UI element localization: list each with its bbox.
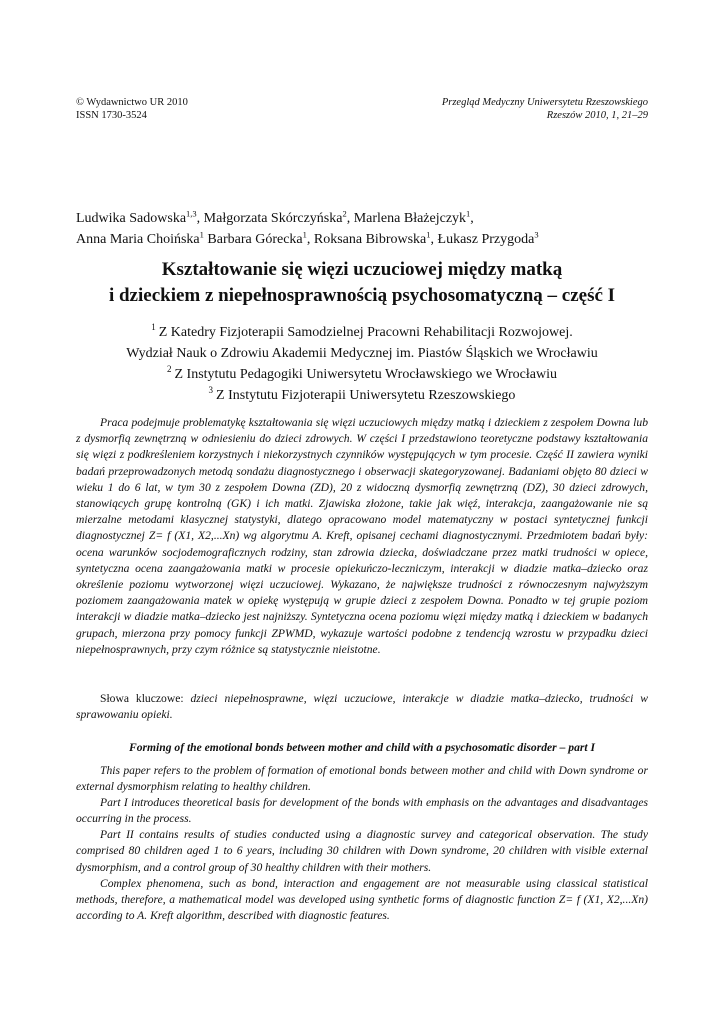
issn-line: ISSN 1730-3524: [76, 110, 147, 121]
author-line: Ludwika Sadowska$^{1,3}$, Małgorzata Skórczyńska$^2$, Marlena Błażejczyk$^1$,: [76, 208, 474, 226]
english-title: Forming of the emotional bonds between mother and child with a psychosomatic disorder – part I: [128, 741, 596, 754]
english-paragraph: Complex phenomena, such as bond, interaction and engagement are not measurable using classical statistical methods, therefore, a mathematical model was developed using synthetic forms of diagnostic function Z= f (X1, X2,...Xn) according to A. Kreft algorithm, described with diagnostic features.: [76, 876, 648, 922]
abstract-english: [76, 763, 648, 924]
paper-title: [60, 257, 664, 309]
keywords: [76, 691, 648, 723]
abstract-paragraph: Praca podejmuje problematykę kształtowania się więzi uczuciowych między matką i dzieckiem z zespołem Downa lub z dysmorfią zewnętrzną w odniesieniu do dzieci zdrowych. W części I przedstawiono teoretyczne podstawy kształtowania się więzi z podkreśleniem korzystnych i niekorzystnych czynników występujących w tym procesie. Część II zawiera wyniki badań przeprowadzonych metodą sondażu diagnostycznego i obserwacji skategoryzowanej. Badaniami objęto 80 dzieci w wieku 1 do 6 lat, w tym 30 z zespołem Downa (ZD), 20 z widoczną dysmorfią zewnętrzną (DZ), 30 dzieci zdrowych, stanowiących grupę kontrolną (GK) i ich matki. Zjawiska złożone, takie jak więź, interakcja, zaangażowanie nie są mierzalne metodami klasycznej statystyki, dlatego opracowano model matematyczny w postaci syntetycznej funkcji diagnostycznej Z= f (X1, X2,...Xn) wg algorytmu A. Kreft, opisanej cechami diagnostycznymi. Przedmiotem badań były: ocena warunków socjodemograficznych rodziny, stan zdrowia dziecka, doświadczane przez matki trudności w opiece, syntetyczna ocena zaangażowania matki w procesie opiekuńczo-leczniczym, interakcji w diadzie matka–dziecko oraz określenie poziomu wytworzonej więzi uczuciowej. Wykazano, że największe trudności z równoczesnym najwyższym poziomem zaangażowania matek w opiekę występują w grupie dzieci z zespołem Downa. Ponadto w tej grupie poziom interakcji w diadzie matka–dziecko jest najniższy. Syntetyczna ocena poziomu więzi między matką i dzieckiem w badanych grupach, mierzona przy pomocy funkcji ZPWMD, wykazuje wartości podobne z tendencją wzrostu w przypadku dzieci niepełnosprawnych, przy czym różnice są statystycznie nieistotne.: [76, 416, 648, 656]
author-affiliation-mark: 2: [342, 208, 347, 219]
keywords-label: Słowa kluczowe:: [100, 692, 184, 705]
author-name: Łukasz Przygoda: [437, 232, 535, 247]
author-affiliation-mark: 1: [426, 229, 431, 240]
author-affiliation-mark: 3: [534, 229, 539, 240]
journal-name: Przegląd Medyczny Uniwersytetu Rzeszowskiego: [441, 97, 648, 108]
affiliation-line: Wydział Nauk o Zdrowiu Akademii Medycznej im. Piastów Śląskich we Wrocławiu: [126, 346, 598, 361]
author-list: [76, 208, 656, 250]
header-left: [76, 96, 188, 122]
abstract-polish: [76, 415, 648, 658]
title-line-2: i dzieckiem z niepełnosprawnością psychosomatyczną – część I: [108, 285, 616, 306]
affiliation-number: 2: [167, 364, 172, 375]
publisher-line: © Wydawnictwo UR 2010: [76, 97, 188, 108]
affiliation-line: $^1$ Z Katedry Fizjoterapii Samodzielnej Pracowni Rehabilitacji Rozwojowej.: [151, 322, 573, 340]
author-name: Barbara Górecka: [207, 232, 303, 247]
author-affiliation-mark: 1: [302, 229, 307, 240]
author-affiliation-mark: 1: [199, 229, 204, 240]
keywords-text: dzieci niepełnosprawne, więzi uczuciowe, interakcje w diadzie matka–dziecko, trudności w sprawowaniu opieki.: [76, 692, 648, 722]
author-line: Anna Maria Choińska$^1$ Barbara Górecka$^1$, Roksana Bibrowska$^1$, Łukasz Przygoda$^3$: [76, 229, 539, 247]
affiliation-number: 3: [208, 385, 214, 396]
affiliation-number: 1: [151, 322, 156, 333]
affiliations: [60, 322, 664, 406]
citation-line: Rzeszów 2010, 1, 21–29: [546, 110, 648, 121]
author-name: Marlena Błażejczyk: [353, 211, 467, 226]
english-paragraph: Part I introduces theoretical basis for development of the bonds with emphasis on the advantages and disadvantages occurring in the process.: [76, 796, 648, 826]
title-line-1: Kształtowanie się więzi uczuciowej między matką: [161, 259, 563, 280]
affiliation-line: $^2$ Z Instytutu Pedagogiki Uniwersytetu Wrocławskiego we Wrocławiu: [167, 364, 557, 382]
author-affiliation-mark: 1,3: [186, 208, 197, 219]
english-paragraph: This paper refers to the problem of formation of emotional bonds between mother and child with Down syndrome or external dysmorphism relating to healthy children.: [76, 764, 648, 794]
author-name: Roksana Bibrowska: [313, 232, 427, 247]
author-affiliation-mark: 1: [466, 208, 471, 219]
author-name: Małgorzata Skórczyńska: [203, 211, 343, 226]
author-name: Anna Maria Choińska: [76, 232, 200, 247]
english-paragraph: Part II contains results of studies conducted using a diagnostic survey and categorical observation. The study comprised 80 children aged 1 to 6 years, including 30 children with Down syndrome, 20 children with visible external dysmorphism, and a control group of 30 healthy children with their mothers.: [76, 828, 648, 874]
author-name: Ludwika Sadowska: [76, 211, 187, 226]
header-right: [442, 96, 648, 122]
affiliation-line: $^3$ Z Instytutu Fizjoterapii Uniwersytetu Rzeszowskiego: [208, 385, 516, 403]
